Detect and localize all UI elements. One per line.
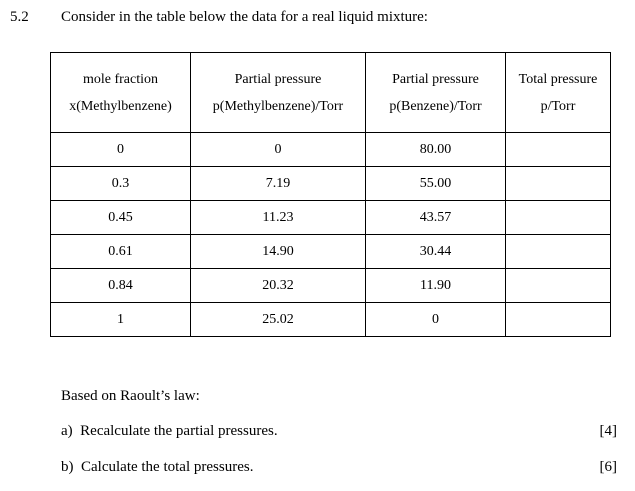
part-b (61, 459, 253, 476)
table-row (51, 235, 611, 269)
table-cell: 0 (51, 133, 191, 167)
table-row (51, 167, 611, 201)
table-cell: 20.32 (191, 269, 366, 303)
table-cell: 0.45 (51, 201, 191, 235)
table-cell: 7.19 (191, 167, 366, 201)
table-cell: 11.23 (191, 201, 366, 235)
table-cell-blank (506, 167, 611, 201)
data-table (50, 52, 611, 337)
header-line: x(Methylbenzene) (69, 98, 172, 114)
header-line: p(Methylbenzene)/Torr (212, 98, 344, 114)
header-partial-pressure-benzene (366, 53, 506, 133)
part-text: Recalculate the partial pressures. (80, 423, 278, 439)
table-cell: 0.3 (51, 167, 191, 201)
table-row (51, 269, 611, 303)
table-cell: 25.02 (191, 303, 366, 337)
table-cell: 1 (51, 303, 191, 337)
header-line: mole fraction (82, 71, 159, 87)
table-cell: 14.90 (191, 235, 366, 269)
table-cell-blank (506, 235, 611, 269)
table-cell: 0 (191, 133, 366, 167)
part-a-marks: [4] (599, 423, 617, 439)
table-cell: 0 (366, 303, 506, 337)
table-row (51, 303, 611, 337)
part-label: b) (61, 459, 74, 475)
table-header-row (51, 53, 611, 133)
table-cell-blank (506, 201, 611, 235)
question-intro: Consider in the table below the data for a real liquid mixture: (61, 9, 428, 25)
table-cell-blank (506, 269, 611, 303)
question-number: 5.2 (10, 9, 29, 25)
part-b-marks: [6] (599, 459, 617, 475)
instructions-lead: Based on Raoult’s law: (61, 388, 200, 404)
table-cell: 0.61 (51, 235, 191, 269)
header-mole-fraction (51, 53, 191, 133)
table-cell: 11.90 (366, 269, 506, 303)
table-cell: 0.84 (51, 269, 191, 303)
header-partial-pressure-methylbenzene (191, 53, 366, 133)
table-cell: 80.00 (366, 133, 506, 167)
header-line: p/Torr (540, 98, 576, 114)
table-row (51, 201, 611, 235)
header-total-pressure (506, 53, 611, 133)
table-cell: 43.57 (366, 201, 506, 235)
part-a (61, 423, 278, 440)
table-cell: 55.00 (366, 167, 506, 201)
part-label: a) (61, 423, 73, 439)
table-cell-blank (506, 303, 611, 337)
part-text: Calculate the total pressures. (81, 459, 254, 475)
header-line: Partial pressure (392, 71, 479, 87)
header-line: Partial pressure (234, 71, 322, 87)
table-row (51, 133, 611, 167)
header-line: Total pressure (518, 71, 598, 87)
table-cell-blank (506, 133, 611, 167)
table-cell: 30.44 (366, 235, 506, 269)
header-line: p(Benzene)/Torr (389, 98, 482, 114)
